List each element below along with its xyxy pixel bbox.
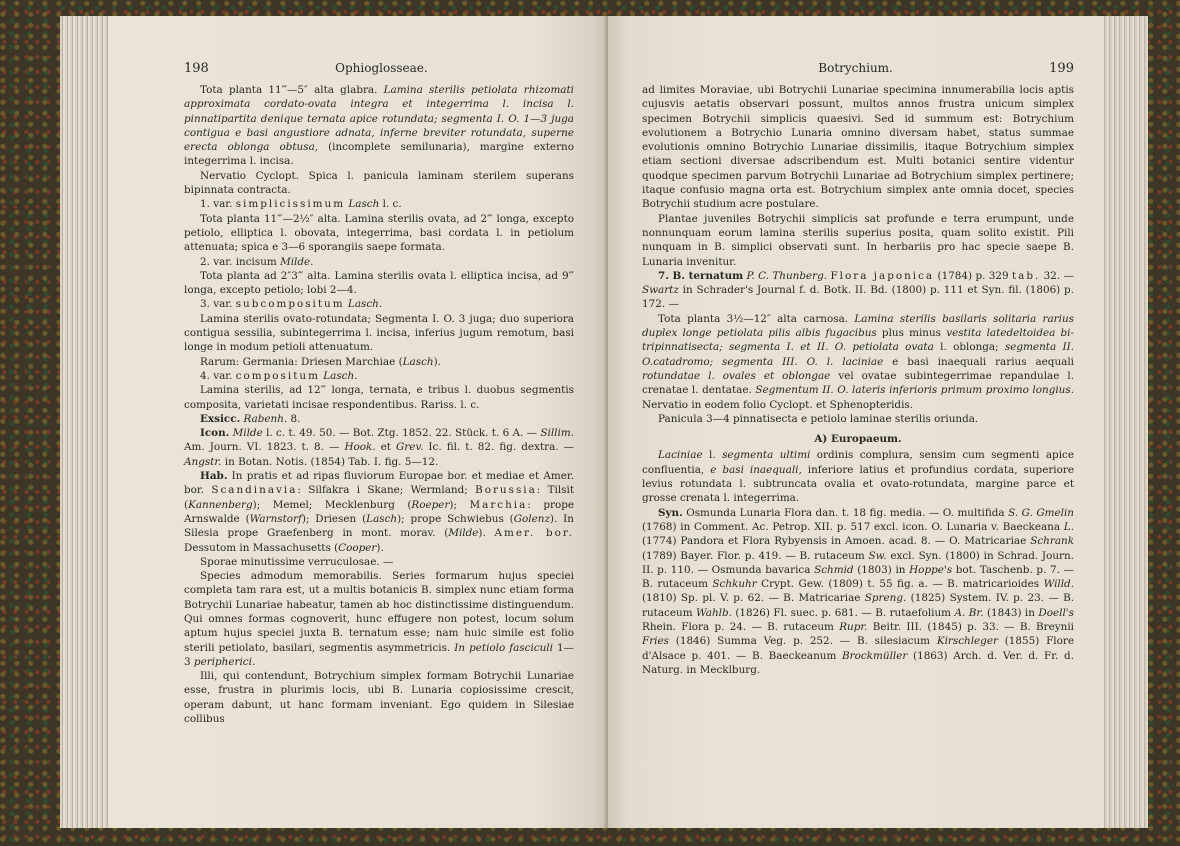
right-paragraph: Plantae juveniles Botrychii simplicis sat profunde e terra erumpunt, unde nonnunquam eorum lamina sterilis superius posita, quam solito existit. Pili nunquam in B. simplici observati sunt. In herbariis pro hac specie saepe B. Lunaria invenitur. [642,212,1074,268]
section-heading: A) Europaeum. [814,433,902,446]
left-page-number: 198 [184,61,209,76]
left-paragraph: 3. var. subcompositum Lasch. [200,298,383,311]
left-page-text [184,83,574,726]
left-paragraph: Sporae minutissime verruculosae. — [200,555,394,568]
left-page-edges [60,16,110,828]
right-paragraph: Panicula 3—4 pinnatisecta e petiolo laminae sterilis oriunda. [658,412,979,425]
right-page-header [642,61,1074,83]
left-running-head: Ophioglosseae. [335,61,428,75]
left-paragraph: Nervatio Cyclopt. Spica l. panicula laminam sterilem superans bipinnata contracta. [184,169,574,197]
left-paragraph: Hab. In pratis et ad ripas fluviorum Europae bor. et mediae et Amer. bor. Scandinavia: Silfakra i Skane; Wermland; Borussia: Tilsit (Kannenberg); Memel; Mecklenburg (Roeper); Marchia: prope Arnswalde (Warnstorf); Driesen (Lasch); prope Schwiebus (Golenz). In Silesia prope Graefenberg in mont. morav. (Milde). Amer. bor. Dessutom in Massachusetts (Cooper). [184,470,575,554]
right-paragraph: 7. B. ternatum P. C. Thunberg. Flora japonica (1784) p. 329 tab. 32. — Swartz in Schrader's Journal f. d. Botk. II. Bd. (1800) p. 111 et Syn. fil. (1806) p. 172. — [642,269,1074,311]
right-page-number: 199 [1049,61,1074,76]
right-page-text [642,83,1074,677]
left-paragraph: Tota planta ad 2″3‴ alta. Lamina sterilis ovata l. elliptica incisa, ad 9‴ longa, excepto petiolo; lobi 2—4. [184,269,574,297]
left-page [108,16,608,828]
left-paragraph: Illi, qui contendunt, Botrychium simplex formam Botrychii Lunariae esse, frustra in plurimis locis, ubi B. Lunaria copiosissime crescit, operam dabunt, ut hanc formam inveniant. Ego quidem in Silesiae collibus [184,670,574,726]
left-paragraph: Rarum: Germania: Driesen Marchiae (Lasch). [200,355,441,368]
left-page-header [184,61,574,83]
left-paragraph: Tota planta 11‴—5″ alta glabra. Lamina sterilis petiolata rhizomati approximata cordato-ovata integra et integerrima l. incisa l. pinnatipartita denique ternata apice rotundata; segmenta I. O. 1—3 juga contigua e basi angustiore adnata, inferne breviter rotundata, superne erecta oblonga obtusa, (incomplete semilunaria), margine externo integerrima l. incisa. [184,84,574,168]
left-paragraph: Lamina sterilis ovato-rotundata; Segmenta I. O. 3 juga; duo superiora contigua sessilia, subintegerrima l. incisa, inferius jugum remotum, basi longe in modum petioli attenuatum. [184,312,574,354]
left-paragraph: Lamina sterilis, ad 12‴ longa, ternata, e tribus l. duobus segmentis composita, varietati incisae respondentibus. Rariss. l. c. [184,384,574,411]
left-paragraph: Exsicc. Rabenh. 8. [200,412,301,425]
right-page [608,16,1104,828]
right-paragraph: Tota planta 3½—12″ alta carnosa. Lamina sterilis basilaris solitaria rarius duplex longe petiolata pilis albis fugacibus plus minus vestita latedeltoidea bi-tripinnatisecta; segmenta I. et II. O. petiolata ovata l. oblonga; segmenta II. O.catadromo; segmenta III. O. l. laciniae e basi inaequali rarius aequali rotundatae l. ovales et oblongae vel ovatae subintegerrimae repandulae l. crenatae l. dentatae. Segmentum II. O. lateris inferioris primum proximo longius. Nervatio in eodem folio Cyclopt. et Sphenopteridis. [642,312,1075,411]
right-paragraph: ad limites Moraviae, ubi Botrychii Lunariae specimina innumerabilia locis aptis cujusvis aetatis observari possunt, multos annos frustra unicum simplex specimen Botrychii simplicis quaesivi. Sed id summum est: Botrychium evolutionem a Botrychio Lunaria omnino diversam habet, status summae evolutionis omnino Botrychio Lunariae dissimilis, itaque Botrychium simplex etiam sectioni diversae adscribendum est. Multi botanici sentire videntur quodque specimen parvum Botrychii Lunariae ad Botrychium simplex pertinere; itaque confusio magna orta est. Botrychium simplex ante omnia docet, species Botrychii studium acre postulare. [642,84,1074,211]
left-paragraph: 4. var. compositum Lasch. [200,369,358,382]
left-paragraph: 2. var. incisum Milde. [200,255,314,268]
right-paragraph: Syn. Osmunda Lunaria Flora dan. t. 18 fig. media. — O. multifida S. G. Gmelin (1768) in Comment. Ac. Petrop. XII. p. 517 excl. icon. O. Lunaria v. Baeckeana L. (1774) Pandora et Flora Rybyensis in Amoen. acad. 8. — O. Matricariae Schrank (1789) Bayer. Flor. p. 419. — B. rutaceum Sw. excl. Syn. (1800) in Schrad. Journ. II. p. 110. — Osmunda bavarica Schmid (1803) in Hoppe's bot. Taschenb. p. 7. — B. rutaceum Schkuhr Crypt. Gew. (1809) t. 55 fig. a. — B. matricarioides Willd. (1810) Sp. pl. V. p. 62. — B. Matricariae Spreng. (1825) System. IV. p. 23. — B. rutaceum Wahlb. (1826) Fl. suec. p. 681. — B. rutaefolium A. Br. (1843) in Doell's Rhein. Flora p. 24. — B. rutaceum Rupr. Beitr. III. (1845) p. 33. — B. Breynii Fries (1846) Summa Veg. p. 252. — B. silesiacum Kirschleger (1855) Flore d'Alsace p. 401. — B. Baeckeanum Brockmüller (1863) Arch. d. Ver. d. Fr. d. Naturg. in Mecklburg. [642,506,1075,676]
right-paragraph: Laciniae l. segmenta ultimi ordinis complura, sensim cum segmenti apice confluentia, e basi inaequali, inferiore latius et profundius cordata, superiore levius rotundata l. subtruncata ovalia et ovato-rotundata, margine parce et grosse crenata l. integerrima. [642,449,1075,505]
right-running-head: Botrychium. [818,61,893,75]
left-paragraph: 1. var. simplicissimum Lasch l. c. [200,198,402,211]
left-paragraph: Icon. Milde l. c. t. 49. 50. — Bot. Ztg. 1852. 22. Stück. t. 6 A. — Sillim. Am. Journ. VI. 1823. t. 8. — Hook. et Grev. Ic. fil. t. 82. fig. dextra. — Angstr. in Botan. Notis. (1854) Tab. I. fig. 5—12. [184,427,575,468]
left-paragraph: Tota planta 11‴—2½″ alta. Lamina sterilis ovata, ad 2‴ longa, excepto petiolo, elliptica l. obovata, integerrima, basi cordata l. in petiolum attenuata; spica e 3—6 sporangiis saepe formata. [184,212,574,254]
left-paragraph: Species admodum memorabilis. Series formarum hujus speciei completa tam rara est, ut a multis botanicis B. simplex nunc etiam forma Botrychii Lunariae habeatur, tamen ab hoc distinctissime distinguendum. Qui omnes formas cognoverit, hunc effugere non potest, locum solum aptum hujus speciei juxta B. ternatum esse; nam huic simile est folio sterili petiolato, basilari, segmentis asymmetricis. In petiolo fasciculi 1—3 peripherici. [184,570,574,668]
right-page-edges [1102,16,1148,828]
